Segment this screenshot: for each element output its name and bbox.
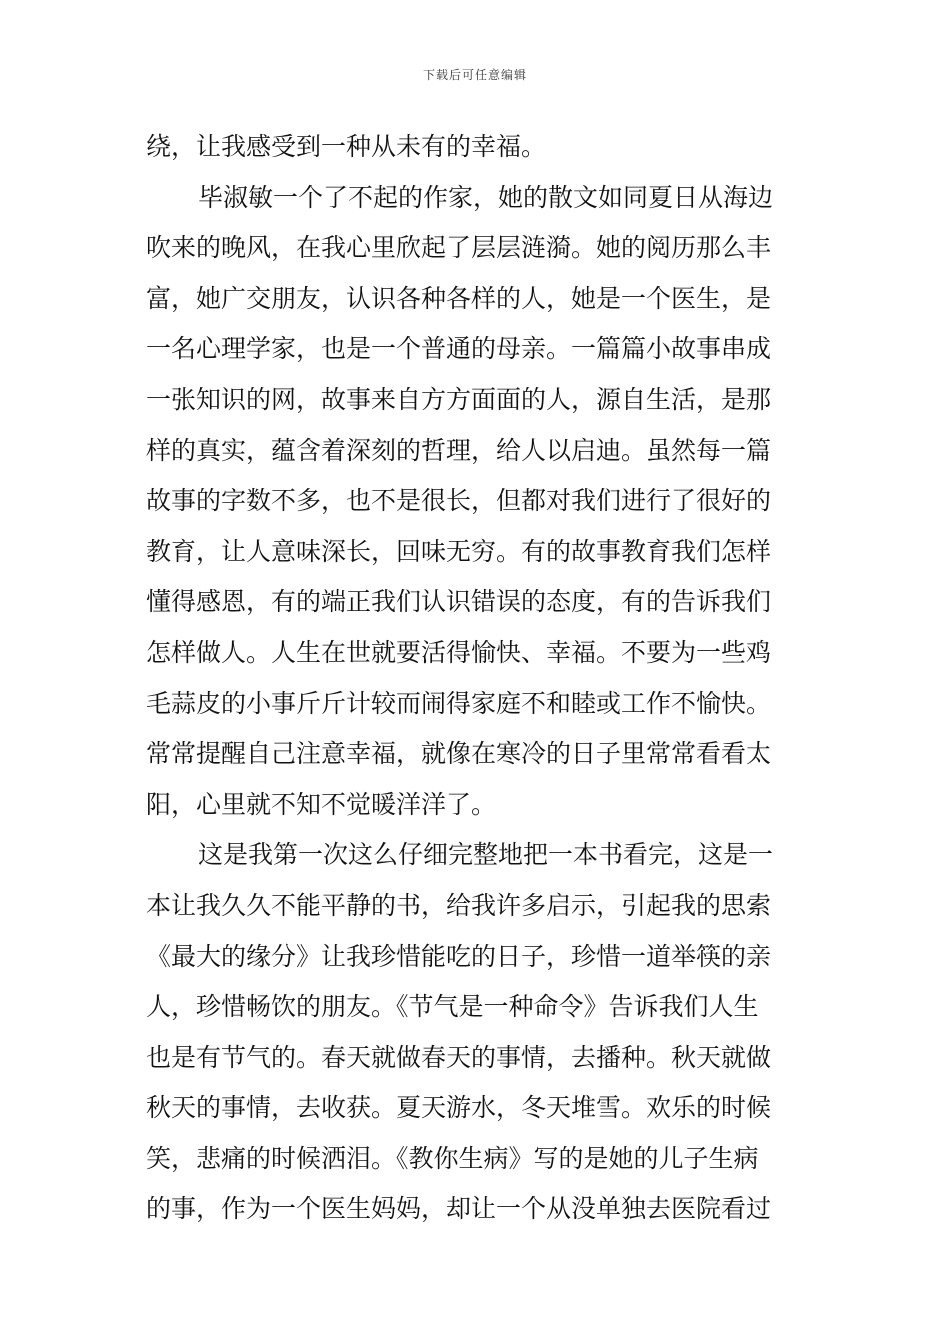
text-line: 常常提醒自己注意幸福，就像在寒冷的日子里常常看看太 (146, 739, 772, 769)
paragraph-start-line: 这是我第一次这么仔细完整地把一本书看完，这是一 (198, 840, 774, 870)
text-line: 秋天的事情，去收获。夏天游水，冬天堆雪。欢乐的时候 (146, 1093, 772, 1123)
text-line: 一张知识的网，故事来自方方面面的人，源自生活，是那 (146, 384, 772, 414)
text-line: 也是有节气的。春天就做春天的事情，去播种。秋天就做 (146, 1042, 772, 1072)
paragraph-start-line: 毕淑敏一个了不起的作家，她的散文如同夏日从海边 (198, 182, 774, 212)
text-line: 《最大的缘分》让我珍惜能吃的日子，珍惜一道举筷的亲 (146, 941, 772, 971)
text-line: 绕，让我感受到一种从未有的幸福。 (146, 132, 547, 161)
text-line: 怎样做人。人生在世就要活得愉快、幸福。不要为一些鸡 (146, 637, 772, 667)
text-line: 阳，心里就不知不觉暖洋洋了。 (146, 789, 497, 819)
page-header: 下载后可任意编辑 (422, 68, 527, 82)
text-line: 的事，作为一个医生妈妈，却让一个从没单独去医院看过 (146, 1194, 772, 1224)
text-line: 富，她广交朋友，认识各种各样的人，她是一个医生，是 (146, 283, 772, 313)
text-line: 故事的字数不多，也不是很长，但都对我们进行了很好的 (146, 486, 772, 516)
text-line: 样的真实，蕴含着深刻的哲理，给人以启迪。虽然每一篇 (146, 435, 772, 465)
document-body (146, 122, 811, 1235)
text-line: 懂得感恩，有的端正我们认识错误的态度，有的告诉我们 (146, 587, 772, 617)
text-line: 人，珍惜畅饮的朋友。《节气是一种命令》告诉我们人生 (146, 992, 759, 1022)
text-line: 笑，悲痛的时候洒泪。《教你生病》写的是她的儿子生病 (146, 1143, 759, 1173)
text-line: 毛蒜皮的小事斤斤计较而闹得家庭不和睦或工作不愉快。 (146, 688, 772, 718)
text-line: 吹来的晚风，在我心里欣起了层层涟漪。她的阅历那么丰 (146, 233, 772, 263)
text-line: 教育，让人意味深长，回味无穷。有的故事教育我们怎样 (146, 536, 772, 566)
text-line: 本让我久久不能平静的书，给我许多启示，引起我的思索 (146, 890, 772, 920)
text-line: 一名心理学家，也是一个普通的母亲。一篇篇小故事串成 (146, 334, 772, 364)
